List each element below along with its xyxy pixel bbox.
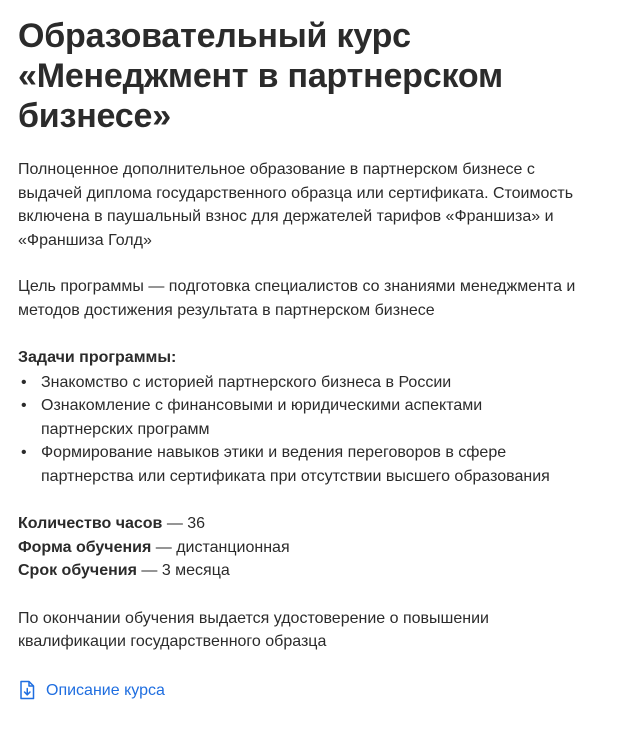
- task-3-line-2: партнерства или сертификата при отсутствии высшего образования: [41, 467, 550, 485]
- page-title: [18, 16, 618, 136]
- closing-paragraph: [18, 607, 618, 654]
- goal-paragraph: [18, 275, 618, 322]
- list-item: [18, 394, 618, 441]
- tasks-heading: Задачи программы:: [18, 349, 177, 366]
- fact-hours-label: Количество часов: [18, 515, 163, 532]
- course-description-label: Описание курса: [46, 681, 165, 699]
- goal-line-1: Цель программы — подготовка специалистов со знаниями менеджмента и: [18, 278, 576, 295]
- list-item: [18, 441, 618, 488]
- task-2-line-2: партнерских программ: [41, 420, 210, 438]
- file-download-icon: [18, 680, 36, 700]
- bullet: •: [21, 397, 27, 414]
- task-1-line-1: Знакомство с историей партнерского бизнеса в России: [41, 373, 452, 391]
- fact-form: [18, 536, 618, 560]
- bullet: •: [21, 444, 27, 461]
- bullet: •: [21, 373, 27, 391]
- goal-line-2: методов достижения результата в партнерском бизнесе: [18, 301, 435, 319]
- course-description-link[interactable]: [18, 679, 618, 702]
- intro-line-1: Полноценное дополнительное образование в партнерском бизнесе с: [18, 161, 535, 178]
- tasks-list: [18, 371, 618, 489]
- fact-hours: [18, 512, 618, 536]
- task-3-line-1: Формирование навыков этики и ведения переговоров в сфере: [41, 444, 507, 461]
- fact-term-label: Срок обучения: [18, 562, 137, 579]
- title-line-3: бизнесе»: [18, 97, 171, 135]
- fact-term: [18, 559, 618, 583]
- closing-line-1: По окончании обучения выдается удостоверение о повышении: [18, 609, 489, 627]
- intro-line-3: включена в паушальный взнос для держателей тарифов «Франшиза» и: [18, 208, 554, 225]
- intro-line-2: выдачей диплома государственного образца или сертификата. Стоимость: [18, 184, 574, 202]
- fact-form-label: Форма обучения: [18, 538, 152, 556]
- title-line-1: Образовательный курс: [18, 17, 411, 55]
- course-facts: [18, 512, 618, 583]
- intro-paragraph: [18, 158, 618, 252]
- fact-term-value: — 3 месяца: [136, 562, 230, 579]
- closing-line-2: квалификации государственного образца: [18, 633, 327, 650]
- fact-hours-value: — 36: [162, 515, 206, 532]
- fact-form-value: — дистанционная: [151, 538, 290, 556]
- task-2-line-1: Ознакомление с финансовыми и юридическими аспектами: [41, 397, 483, 414]
- title-line-2: «Менеджмент в партнерском: [18, 57, 503, 95]
- list-item: [18, 371, 618, 395]
- intro-line-4: «Франшиза Голд»: [18, 231, 152, 249]
